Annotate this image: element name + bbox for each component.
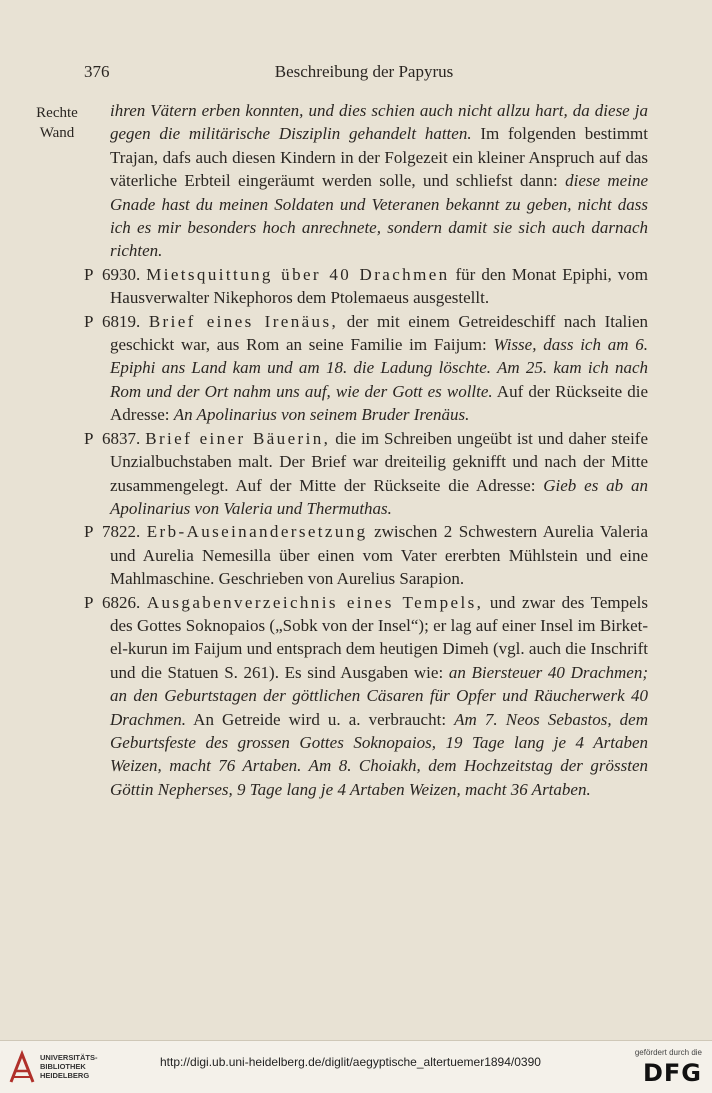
text-segment: der mit einem Getreideschiff nach Italien geschickt war, aus Rom an seine Familie im Faijum:	[110, 311, 648, 355]
papyrus-prefix: P	[84, 592, 94, 612]
dfg-logo: DFG	[642, 1059, 702, 1087]
paragraph-p6930	[84, 263, 648, 310]
paragraph-p6819	[84, 310, 648, 427]
margin-note-line: Rechte	[36, 105, 78, 121]
papyrus-number: 7822.	[101, 522, 141, 542]
text-segment: Wisse, dass ich am 6. Epiphi ans Land kam und am 18. die Ladung löschte. Am 25. kam ich nach Rom und der Ort nahm uns auf, wie der Gott es wollte.	[110, 335, 649, 401]
text-segment: Gieb es ab an Apolinarius von Valeria und Thermuthas.	[110, 475, 648, 518]
university-logo-icon	[8, 1049, 36, 1085]
library-name: UNIVERSITÄTS- BIBLIOTHEK HEIDELBERG	[40, 1053, 98, 1080]
papyrus-prefix: P	[84, 264, 94, 284]
text-segment: Im folgenden bestimmt Trajan, dafs auch diesen Kindern in der Folgezeit ein kleiner Anspruch auf das väterliche Erbteil eingeräumt werden solle, und schliefst dann:	[110, 124, 648, 191]
paragraph-p7822	[84, 520, 648, 590]
text-segment: an Biersteuer 40 Drachmen; an den Geburtstagen der göttlichen Cäsaren für Opfer und Räucherwerk 40 Drachmen.	[110, 662, 648, 729]
margin-note-line: Wand	[39, 125, 75, 141]
paragraph-intro	[84, 99, 648, 263]
papyrus-number: 6930.	[101, 264, 141, 284]
papyrus-prefix: P	[84, 522, 94, 542]
text-segment: die im Schreiben ungeübt ist und daher steife Unzialbuchstaben malt. Der Brief war dreiteilig geknifft und nach der Mitte zusammengelegt. Auf der Mitte der Rückseite die Adresse:	[110, 428, 649, 495]
text-segment: Am 7. Neos Sebastos, dem Geburtsfeste des grossen Gottes Soknopaios, 19 Tage lang je 4 Artaben Weizen, macht 76 Artaben. Am 8. Choiakh, dem Hochzeitstag der grössten Göttin Nepherses, 9 Tage lang je 4 Artaben Weizen, macht 36 Artaben.	[110, 709, 648, 799]
text-segment: ihren Vätern erben konnten, und dies schien auch nicht allzu hart, da diese ja gegen die militärische Disziplin gehandelt hatten.	[110, 101, 648, 144]
running-header	[84, 62, 644, 86]
text-segment: Ausgabenverzeichnis eines Tempels,	[146, 592, 484, 612]
page-number: 376	[84, 62, 110, 81]
body-text	[84, 99, 648, 801]
text-segment: und zwar des Tempels des Gottes Soknopaios („Sobk von der Insel“); er lag auf einer Insel im Birket-el-kurun im Faijum und entsprach dem heutigen Dimeh (vgl. auch die Inschrift und die Statuen S. 261). Es sind Ausgaben wie:	[110, 592, 649, 682]
text-segment: An Apolinarius von seinem Bruder Irenäus.	[173, 405, 470, 425]
papyrus-number: 6819.	[101, 311, 141, 331]
permalink-url[interactable]: http://digi.ub.uni-heidelberg.de/diglit/aegyptische_altertuemer1894/0390	[160, 1055, 541, 1069]
funded-by-label: gefördert durch die	[634, 1048, 702, 1057]
margin-note	[22, 103, 92, 143]
text-segment: Mietsquittung über 40 Drachmen	[146, 264, 450, 284]
paragraph-p6837	[84, 427, 648, 521]
text-segment: Erb-Auseinandersetzung	[146, 522, 368, 542]
text-segment: Auf der Rückseite die Adresse:	[110, 381, 648, 425]
papyrus-prefix: P	[84, 428, 94, 448]
text-segment: Brief eines Irenäus,	[148, 311, 339, 331]
text-segment: für den Monat Epiphi, vom Hausverwalter Nikephoros dem Ptolemaeus ausgestellt.	[110, 264, 648, 308]
text-segment: diese meine Gnade hast du meinen Soldaten und Veteranen bekannt zu geben, nicht dass ich es mir besonders hoch anrechnete, sondern damit sie sich auch darnach richten.	[110, 171, 648, 261]
text-segment: zwischen 2 Schwestern Aurelia Valeria und Aurelia Nemesilla über einen vom Vater ererbten Mühlstein und eine Mahlmaschine. Geschrieben von Aurelius Sarapion.	[110, 522, 648, 589]
text-segment: An Getreide wird u. a. verbraucht:	[186, 709, 455, 729]
papyrus-prefix: P	[84, 311, 94, 331]
paragraph-p6826	[84, 591, 648, 802]
footer-bar	[0, 1040, 712, 1093]
text-segment: Brief einer Bäuerin,	[145, 428, 331, 448]
papyrus-number: 6826.	[101, 592, 141, 612]
papyrus-number: 6837.	[101, 428, 141, 448]
running-title: Beschreibung der Papyrus	[274, 62, 454, 81]
